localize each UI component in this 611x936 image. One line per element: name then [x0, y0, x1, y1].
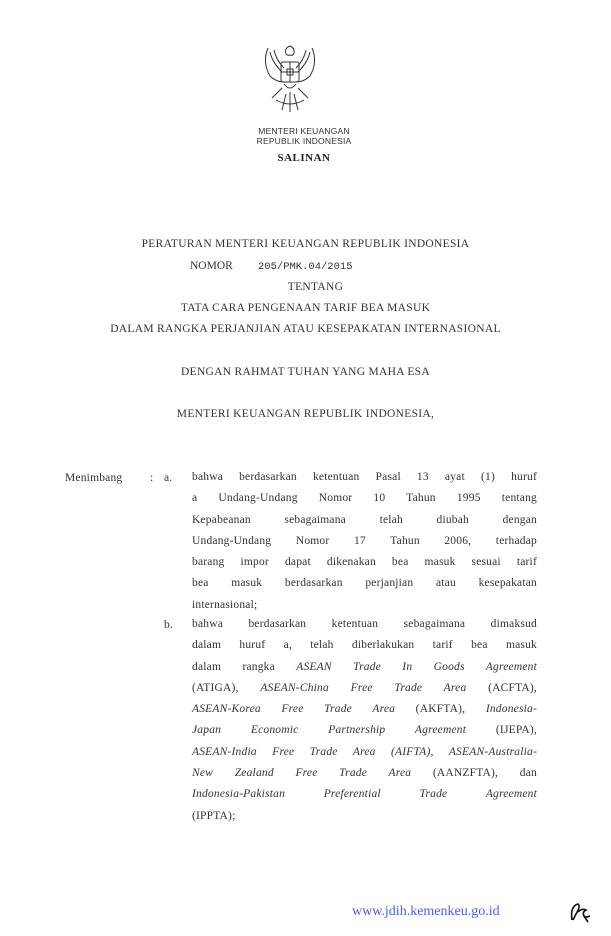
line: (ATIGA), ASEAN-China Free Trade Area (ACFTA),: [192, 681, 537, 694]
line: Japan Economic Partnership Agreement (IJEPA),: [192, 724, 538, 737]
garuda-emblem-icon: [260, 38, 320, 120]
line: ASEAN-Korea Free Trade Area (AKFTA), Indonesia-: [192, 703, 538, 716]
consideration-a-text: [192, 467, 537, 616]
ministry-line-2: REPUBLIK INDONESIA: [256, 136, 352, 146]
consideration-b-text: [192, 614, 537, 827]
line: bahwa berdasarkan ketentuan Pasal 13 ayat (1) huruf: [192, 471, 537, 483]
ministry-line-1: MENTERI KEUANGAN: [258, 126, 350, 136]
line: bea masuk berdasarkan perjanjian atau kesepakatan: [192, 577, 537, 590]
line: Undang-Undang Nomor 17 Tahun 2006, terhadap: [192, 534, 537, 547]
line: (IPPTA);: [192, 809, 236, 822]
line: New Zealand Free Trade Area (AANZFTA), dan: [192, 767, 537, 780]
subject-line-2: DALAM RANGKA PERJANJIAN ATAU KESEPAKATAN INTERNASIONAL: [110, 323, 501, 335]
considerations-colon: :: [150, 472, 154, 484]
issuer: MENTERI KEUANGAN REPUBLIK INDONESIA,: [176, 408, 435, 420]
item-a-marker: a.: [164, 472, 173, 484]
nomor-label: NOMOR: [190, 260, 233, 272]
regulation-title: PERATURAN MENTERI KEUANGAN REPUBLIK INDONESIA: [141, 238, 470, 250]
line: ASEAN-India Free Trade Area (AIFTA), ASEAN-Australia-: [192, 745, 537, 758]
copy-label: SALINAN: [277, 152, 331, 164]
invocation: DENGAN RAHMAT TUHAN YANG MAHA ESA: [181, 366, 430, 378]
initials-signature-icon: [566, 900, 596, 924]
considerations-label: Menimbang: [65, 472, 123, 484]
line: dalam rangka ASEAN Trade In Goods Agreement: [192, 660, 537, 673]
line: barang impor dapat dikenakan bea masuk sesuai tarif: [192, 556, 537, 569]
nomor-value: 205/PMK.04/2015: [258, 261, 353, 273]
line: dalam huruf a, telah diberlakukan tarif bea masuk: [192, 639, 537, 652]
tentang-label: TENTANG: [287, 281, 344, 293]
line: a Undang-Undang Nomor 10 Tahun 1995 tentang: [192, 492, 537, 505]
website-link[interactable]: www.jdih.kemenkeu.go.id: [352, 904, 500, 919]
subject-line-1: TATA CARA PENGENAAN TARIF BEA MASUK: [180, 302, 431, 314]
line: Indonesia-Pakistan Preferential Trade Agreement: [192, 788, 537, 801]
item-b-marker: b.: [164, 619, 174, 631]
line: Kepabeanan sebagaimana telah diubah dengan: [192, 513, 537, 526]
line: internasional;: [192, 598, 258, 611]
line: bahwa berdasarkan ketentuan sebagaimana dimaksud: [192, 618, 537, 630]
